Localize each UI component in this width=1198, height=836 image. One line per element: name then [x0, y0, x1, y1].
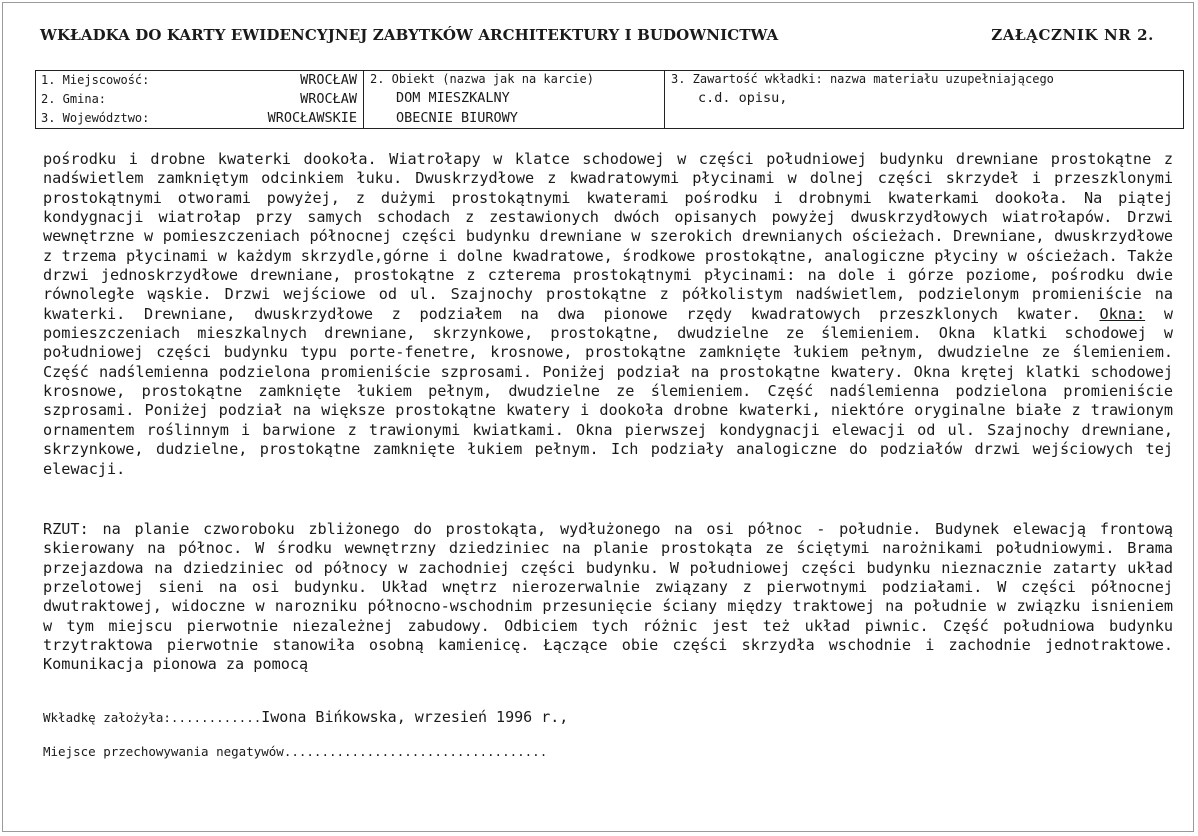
okna-heading: Okna: — [1099, 304, 1146, 323]
document-header — [40, 26, 1154, 44]
object-label: 2. Obiekt (nazwa jak na karcie) — [370, 72, 594, 86]
gmina-row — [36, 90, 363, 109]
contents-cell — [665, 71, 1184, 129]
wojewodztwo-row — [36, 109, 363, 128]
object-name-line2: OBECNIE BIUROWY — [396, 110, 518, 126]
annex-number: ZAŁĄCZNIK NR 2. — [991, 26, 1154, 44]
contents-label: 3. Zawartość wkładki: nazwa materiału uzupełniającego — [671, 72, 1054, 86]
wojewodztwo-label: 3. Województwo: — [41, 111, 150, 125]
miejscowosc-value: WROCŁAW — [300, 72, 357, 88]
author-line — [43, 708, 568, 726]
author-label: Wkładkę założyła:............ — [43, 710, 262, 725]
contents-value: c.d. opisu, — [698, 90, 788, 106]
author-value: Iwona Bińkowska, wrzesień 1996 r., — [261, 708, 569, 726]
location-cell — [36, 71, 364, 129]
info-table — [35, 70, 1184, 129]
negatives-storage-line: Miejsce przechowywania negatywów................................... — [43, 744, 548, 759]
object-cell — [364, 71, 665, 129]
gmina-label: 2. Gmina: — [41, 92, 107, 106]
description-paragraph-plan: RZUT: na planie czworoboku zbliżonego do prostokąta, wydłużonego na osi północ - południe. Budynek elewacją frontową skierowany na północ. W środku wewnętrzny dziedziniec na planie prostokąta ze ściętymi narożnikami południowymi. Brama przejazdowa na dziedziniec od północy w zachodniej części budynku. W południowej części budynku nieznacznie zatarty układ przelotowej sieni na osi budynku. Układ wnętrz nierozerwalnie związany z pierwotnymi podziałami. W części północnej dwutraktowej, widoczne w narozniku północno-wschodnim przesunięcie ściany między traktowej na południe w związku isnieniem w tym miejscu pierwotnie niezależnej zabudowy. Odbiciem tych różnic jest też układ piwnic. Część południowa budynku trzytraktowa pierwotnie stanowiła osobną kamienicę. Łączące obie części skrzydła wschodnie i zachodnie jednotraktowe. Komunikacja pionowa za pomocą — [43, 520, 1173, 674]
document-title: WKŁADKA DO KARTY EWIDENCYJNEJ ZABYTKÓW ARCHITEKTURY I BUDOWNICTWA — [40, 26, 779, 44]
object-name-line1: DOM MIESZKALNY — [396, 90, 510, 106]
miejscowosc-row — [36, 71, 363, 90]
wojewodztwo-value: WROCŁAWSKIE — [267, 110, 357, 126]
description-paragraph-doors-windows — [43, 150, 1173, 479]
gmina-value: WROCŁAW — [300, 91, 357, 107]
doors-description: pośrodku i drobne kwaterki dookoła. Wiatrołapy w klatce schodowej w części południowej budynku drewniane prostokątne z nadświetlem zamkniętym odcinkiem łuku. Dwuskrzydłowe z kwadratowymi płycinami w dolnej części skrzydeł i przeszklonymi prostokątnymi otworami powyżej, z dużymi prostokątnymi kwaterami pośrodku i drobnymi kwaterkami dookoła. Na piątej kondygnacji wiatrołap przy samych schodach z zestawionych dwóch opisanych powyżej dwuskrzydłowych wiatrołapów. Drzwi wewnętrzne w pomieszczeniach północnej części budynku drewniane w szerokich drewnianych ościeżach. Drewniane, dwuskrzydłowe z trzema płycinami w każdym skrzydle,górne i dolne kwadratowe, środkowe prostokątne, analogiczne płyciny w ościeżach. Także drzwi jednoskrzydłowe drewniane, prostokątne z czterema prostokątnymi płycinami: na dole i górze poziome, pośrodku dwie równoległe wąskie. Drzwi wejściowe od ul. Szajnochy prostokątne z półkolistym nadświetlem, podzielonym promieniście na kwaterki. Drewniane, dwuskrzydłowe z podziałem na dwa pionowe rzędy kwadratowych przeszklonych kwater. — [43, 150, 1173, 323]
miejscowosc-label: 1. Miejscowość: — [41, 73, 150, 87]
windows-description: w pomieszczeniach mieszkalnych drewniane, skrzynkowe, prostokątne, dwudzielne ze ślemieniem. Okna klatki schodowej w południowej części budynku typu porte-fenetre, krosnowe, prostokątne zamknięte łukiem pełnym, dwudzielne ze ślemieniem. Część nadślemienna podzielona promieniście szprosami. Poniżej podział na prostokątne kwatery. Okna krętej klatki schodowej krosnowe, prostokątne zamknięte łukiem pełnym, dwudzielne ze ślemieniem. Część nadślemienna podzielona promieniście szprosami. Poniżej podział na większe prostokątne kwatery i dookoła drobne kwaterki, niektóre oryginalne białe z trawionym ornamentem roślinnym i barwione z trawionymi kwiatkami. Okna pierwszej kondygnacji elewacji od ul. Szajnochy drewniane, skrzynkowe, dudzielne, prostokątne zamknięte łukiem pełnym. Ich podziały analogiczne do podziałów drzwi wejściowych tej elewacji. — [43, 304, 1173, 478]
